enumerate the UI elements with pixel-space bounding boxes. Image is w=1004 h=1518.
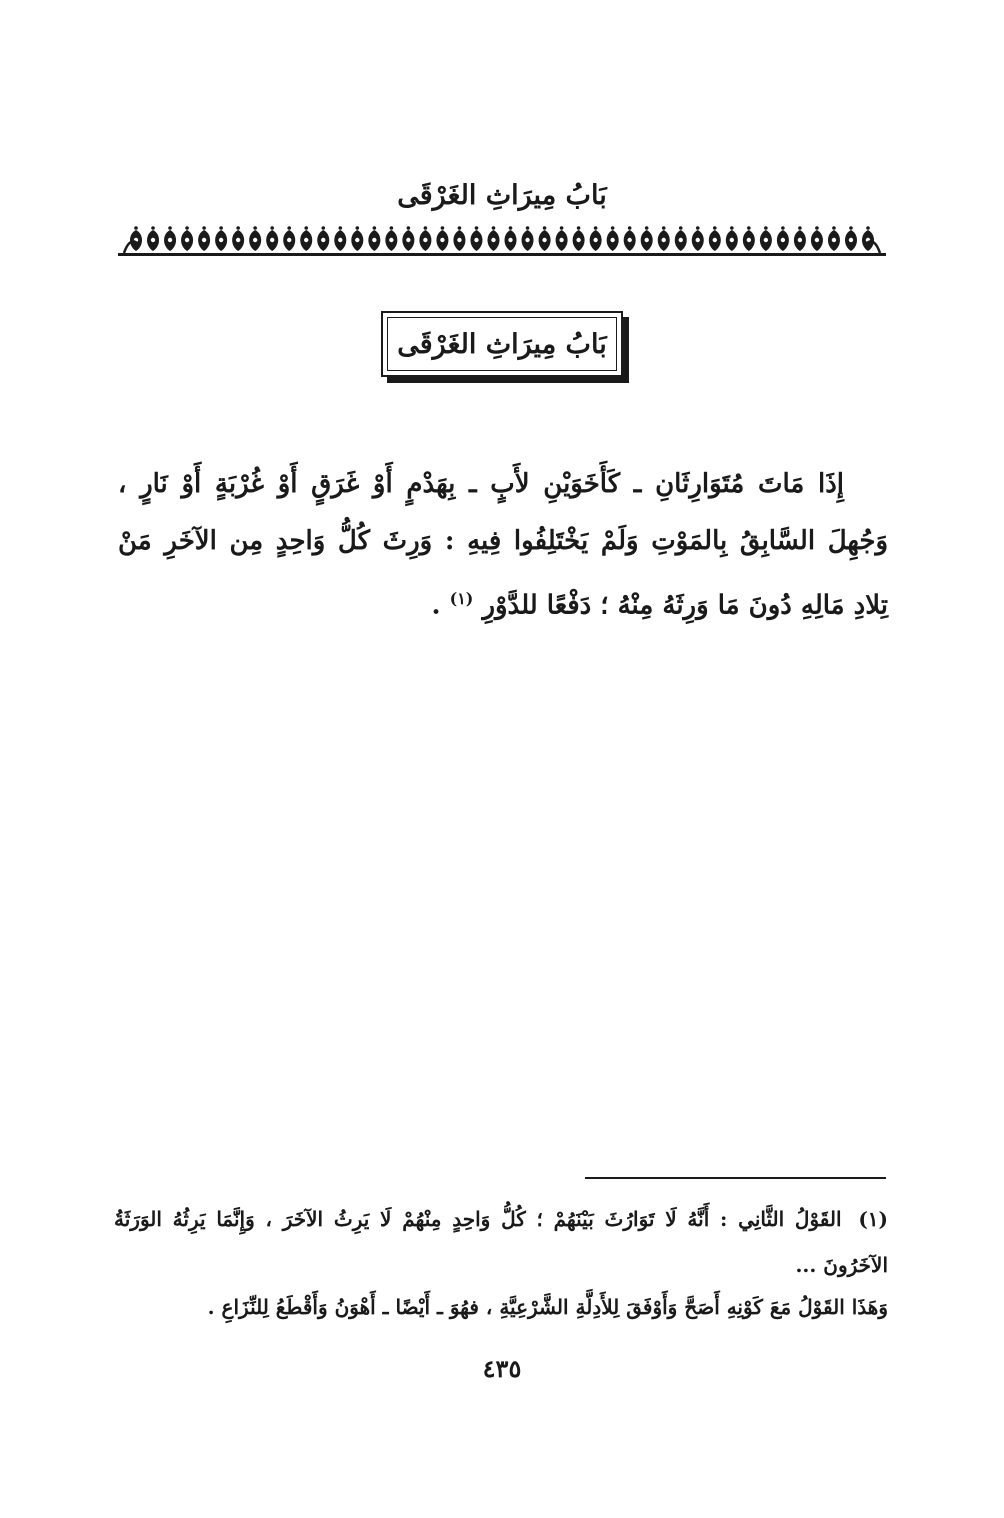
ornament-motif (607, 226, 619, 251)
paragraph-end: . (431, 590, 450, 621)
ornament-motif (845, 226, 857, 251)
ornament-motif (556, 226, 568, 251)
footnote-reference[interactable]: (١) (449, 589, 474, 608)
ornament-motif (692, 226, 704, 251)
ornament-baseline (118, 253, 886, 256)
main-paragraph (118, 456, 888, 635)
ornament-motif (573, 226, 585, 251)
ornament-motif (505, 226, 517, 251)
ornament-motif (811, 226, 823, 251)
ornament-motif (522, 226, 534, 251)
ornament-motif (232, 226, 244, 251)
ornament-motif (368, 226, 380, 251)
footnote-1 (114, 1196, 888, 1288)
ornament-motif (249, 226, 261, 251)
ornament-motif (130, 226, 142, 251)
ornament-motif (743, 226, 755, 251)
footnote-continuation: وَهَذَا القَوْلُ مَعَ كَوْنِهِ أَصَحَّ وَأَوْفَقَ لِلأَدِلَّةِ الشَّرْعِيَّةِ ، فهُوَ ـ أَيْضًا ـ أَهْوَنُ وَأَقْطَعُ لِلنِّزَاعِ . (207, 1295, 888, 1319)
ornament-motif (726, 226, 738, 251)
ornament-motif (590, 226, 602, 251)
chapter-title: بَابُ مِيرَاثِ الغَرْقَى (397, 328, 607, 360)
ornament-motif (641, 226, 653, 251)
ornament-motif (198, 226, 210, 251)
ornament-motif (419, 226, 431, 251)
ornament-motif (385, 226, 397, 251)
running-header: بَابُ مِيرَاثِ الغَرْقَى (397, 180, 607, 211)
ornament-motif (709, 226, 721, 251)
ornament-motif (266, 226, 278, 251)
ornament-divider (118, 224, 886, 258)
ornament-motif (181, 226, 193, 251)
ornament-motif (215, 226, 227, 251)
ornament-motif (675, 226, 687, 251)
ornament-motif (658, 226, 670, 251)
ornament-motif (828, 226, 840, 251)
page-number: ٤٣٥ (482, 1354, 522, 1383)
ornament-motif (453, 226, 465, 251)
footnote-line-1: القَوْلُ الثَّانِي : أَنَّهُ لَا تَوَارُثَ بَيْنَهُمْ ؛ كُلُّ وَاحِدٍ مِنْهُمْ لَا يَرِثُ الآخَرَ ، وَإِنَّمَا يَرِثُهُ الوَرَثَةُ الآخَرُونَ ... (114, 1207, 888, 1277)
ornament-motif (487, 226, 499, 251)
ornament-motif (147, 226, 159, 251)
ornament-motif (164, 226, 176, 251)
ornament-motif (317, 226, 329, 251)
ornament-motif (862, 226, 874, 251)
ornament-motif (539, 226, 551, 251)
ornament-motif (470, 226, 482, 251)
footnote-number: (١) (858, 1207, 889, 1231)
ornament-motif (760, 226, 772, 251)
ornament-motif (794, 226, 806, 251)
ornament-motif (300, 226, 312, 251)
ornament-motif (777, 226, 789, 251)
ornament-motif (283, 226, 295, 251)
footnote-separator (585, 1177, 886, 1179)
paragraph-text: إِذَا مَاتَ مُتَوَارِثَانِ ـ كَأَخَوَيْنِ لأَبٍ ـ بِهَدْمٍ أَوْ غَرَقٍ أَوْ غُرْبَةٍ أَوْ نَارٍ ، وَجُهِلَ السَّابِقُ بِالمَوْتِ وَلَمْ يَخْتَلِفُوا فِيهِ : وَرِثَ كُلُّ وَاحِدٍ مِن الآخَرِ مَنْ تِلادِ مَالِهِ دُونَ مَا وَرِثَهُ مِنْهُ ؛ دَفْعًا للدَّوْرِ (118, 469, 888, 621)
ornament-motif (334, 226, 346, 251)
ornament-motif (436, 226, 448, 251)
ornament-motif (351, 226, 363, 251)
chapter-title-box (381, 311, 623, 377)
ornament-motif (624, 226, 636, 251)
ornament-motif (402, 226, 414, 251)
